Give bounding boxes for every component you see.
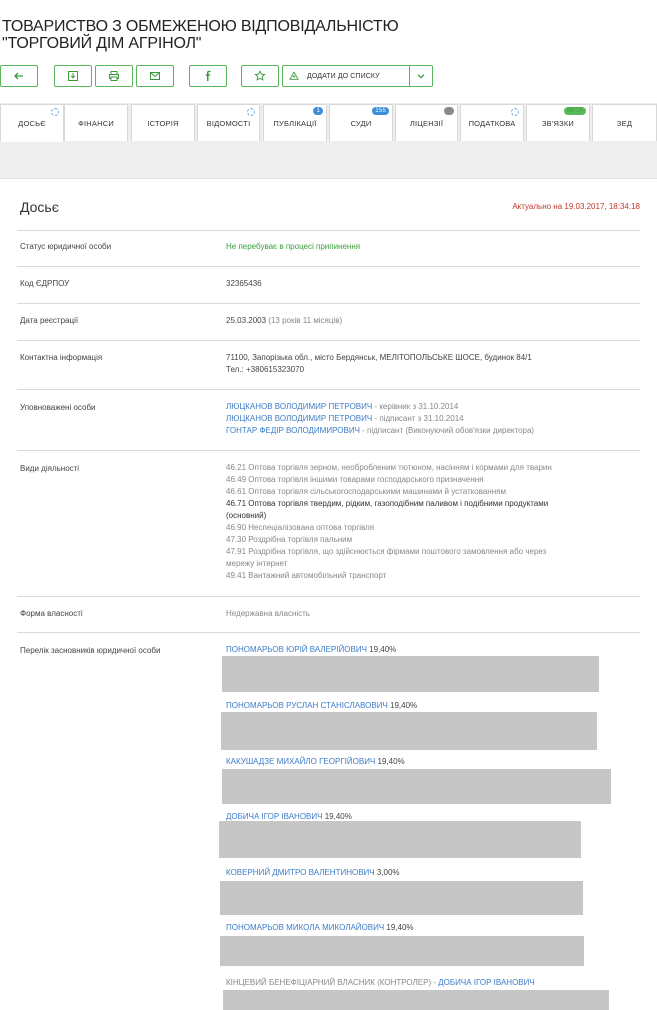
- email-button[interactable]: [136, 65, 174, 87]
- divider: [17, 450, 640, 451]
- tab-publications[interactable]: [263, 104, 327, 141]
- arrow-left-icon: [13, 70, 25, 82]
- authorized-person: [226, 413, 534, 425]
- add-to-list-label: ДОДАТИ ДО СПИСКУ: [307, 72, 380, 80]
- beta-badge: BETA: [564, 107, 586, 115]
- activities-label: Види діяльності: [20, 464, 80, 473]
- activity-code: 47.30: [226, 535, 247, 544]
- tab-label: ЗВ'ЯЗКИ: [541, 118, 575, 128]
- activity-text: Оптова торгівля твердим, рідким, газоподібним паливом і подібними продуктами: [248, 499, 549, 508]
- loading-icon: [511, 108, 519, 116]
- activity-item: [226, 522, 552, 534]
- activity-item: [226, 474, 552, 486]
- ownership-value: Недержавна власність: [226, 609, 310, 618]
- section-heading: Досьє: [20, 199, 59, 215]
- tab-label: ВІДОМОСТІ: [206, 118, 251, 128]
- registration-label: Дата реєстрації: [20, 316, 79, 325]
- divider: [17, 230, 640, 231]
- edrpou-label: Код ЄДРПОУ: [20, 279, 70, 288]
- founder-item: [226, 922, 414, 934]
- authorized-person: [226, 425, 534, 437]
- person-role: - керівник з 31.10.2014: [372, 402, 459, 411]
- add-to-list-dropdown[interactable]: [410, 65, 433, 87]
- founder-share: 19,40%: [387, 701, 418, 710]
- beneficiary-label: КІНЦЕВИЙ БЕНЕФІЦІАРНИЙ ВЛАСНИК (КОНТРОЛЕР) -: [226, 978, 439, 987]
- contact-value: [226, 352, 532, 376]
- tab-label: ЛІЦЕНЗІЇ: [409, 118, 444, 128]
- registration-date: 25.03.2003: [226, 316, 267, 325]
- tab-foreign-trade[interactable]: [592, 104, 657, 141]
- count-badge: 155: [372, 107, 389, 115]
- activity-item: [226, 486, 552, 498]
- tab-label: ІСТОРІЯ: [147, 118, 179, 128]
- founder-item: [226, 644, 396, 656]
- divider: [17, 303, 640, 304]
- activity-code: 46.61: [226, 487, 247, 496]
- activity-code: 46.90: [226, 523, 247, 532]
- redacted-block: [223, 990, 609, 1010]
- divider: [17, 266, 640, 267]
- founder-link[interactable]: ПОНОМАРЬОВ МИКОЛА МИКОЛАЙОВИЧ: [226, 923, 385, 932]
- person-link[interactable]: ЛЮЦКАНОВ ВОЛОДИМИР ПЕТРОВИЧ: [226, 414, 373, 423]
- tab-finances[interactable]: [64, 104, 128, 141]
- printer-icon: [108, 70, 120, 82]
- edrpou-value: 32365436: [226, 279, 262, 288]
- founder-share: 19,40%: [384, 923, 414, 932]
- divider: [17, 596, 640, 597]
- tab-dossier[interactable]: [0, 104, 64, 142]
- founder-link[interactable]: КАКУШАДЗЕ МИХАЙЛО ГЕОРГІЙОВИЧ: [226, 757, 376, 766]
- star-icon: [254, 70, 266, 82]
- founder-link[interactable]: ПОНОМАРЬОВ РУСЛАН СТАНІСЛАВОВИЧ: [226, 701, 388, 710]
- activity-text: Оптова торгівля зерном, необробленим тютюном, насінням і кормами для тварин: [248, 463, 552, 472]
- activity-item: [226, 462, 552, 474]
- tab-label: ПУБЛІКАЦІЇ: [273, 118, 317, 128]
- add-to-list-button[interactable]: [282, 65, 410, 87]
- status-value: Не перебуває в процесі припинення: [226, 242, 361, 251]
- person-link[interactable]: ГОНТАР ФЕДІР ВОЛОДИМИРОВИЧ: [226, 426, 360, 435]
- list-add-icon: [289, 71, 299, 81]
- count-badge: 0: [444, 107, 454, 115]
- authorized-label: Уповноважені особи: [20, 403, 96, 412]
- founder-item: [226, 756, 405, 768]
- founder-link[interactable]: ПОНОМАРЬОВ ЮРІЙ ВАЛЕРІЙОВИЧ: [226, 645, 367, 654]
- redacted-block: [221, 712, 597, 750]
- founder-share: 19,40%: [375, 757, 405, 766]
- contact-phone: Тел.: +380615323070: [226, 365, 305, 374]
- founder-share: 19,40%: [366, 645, 397, 654]
- founder-link[interactable]: ДОБИЧА ІГОР ІВАНОВИЧ: [226, 812, 323, 821]
- ownership-label: Форма власності: [20, 609, 83, 618]
- redacted-block: [222, 656, 599, 692]
- toolbar: [0, 65, 657, 89]
- tab-label: СУДИ: [350, 118, 372, 128]
- redacted-block: [220, 881, 583, 915]
- registration-age: (13 років 11 місяців): [268, 316, 343, 325]
- activity-item: [226, 570, 552, 582]
- tab-connections[interactable]: [526, 104, 590, 141]
- activity-text: Неспеціалізована оптова торгівля: [248, 523, 375, 532]
- print-button[interactable]: [95, 65, 133, 87]
- facebook-share-button[interactable]: [189, 65, 227, 87]
- beneficiary: [226, 977, 535, 989]
- contact-address: 71100, Запорізька обл., місто Бердянськ, МЕЛІТОПОЛЬСЬКЕ ШОСЕ, будинок 84/1: [226, 353, 532, 362]
- count-badge: 1: [313, 107, 323, 115]
- redacted-block: [220, 936, 584, 966]
- person-link[interactable]: ЛЮЦКАНОВ ВОЛОДИМИР ПЕТРОВИЧ: [226, 402, 373, 411]
- loading-icon: [51, 108, 59, 116]
- envelope-icon: [149, 70, 161, 82]
- chevron-down-icon: [416, 71, 426, 81]
- facebook-icon: [202, 70, 214, 82]
- tab-records[interactable]: [197, 104, 260, 141]
- activity-code: 46.71: [226, 499, 247, 508]
- divider: [17, 340, 640, 341]
- page-title: ТОВАРИСТВО З ОБМЕЖЕНОЮ ВІДПОВІДАЛЬНІСТЮ "ТОРГОВИЙ ДІМ АГРІНОЛ": [2, 18, 399, 52]
- divider: [17, 632, 640, 633]
- tab-label: ДОСЬЄ: [18, 119, 46, 128]
- person-role: - підписант (Виконуючий обов'язки директора): [359, 426, 535, 435]
- updated-timestamp: Актуально на 19.03.2017, 18:34:18: [512, 202, 640, 211]
- tab-label: ПОДАТКОВА: [468, 118, 516, 128]
- activity-main-marker: (основний): [226, 511, 267, 520]
- activity-code: 49.41: [226, 571, 247, 580]
- activities-list: [226, 462, 552, 582]
- tab-label: ЗЕД: [616, 118, 633, 128]
- founder-share: 3,00%: [374, 868, 400, 877]
- founder-link[interactable]: КОВЕРНИЙ ДМИТРО ВАЛЕНТИНОВИЧ: [226, 868, 375, 877]
- activity-text: Роздрібна торгівля, що здійснюється фірмами поштового замовлення або через: [248, 547, 547, 556]
- tab-licenses[interactable]: [395, 104, 458, 141]
- activity-code: 47.91: [226, 547, 247, 556]
- back-button[interactable]: [0, 65, 38, 87]
- activity-text: Оптова торгівля іншими товарами господарського призначення: [248, 475, 484, 484]
- contact-label: Контактна інформація: [20, 353, 103, 362]
- tab-courts[interactable]: [329, 104, 393, 141]
- authorized-person: [226, 401, 534, 413]
- activity-item-main: [226, 498, 552, 510]
- activity-item: [226, 546, 552, 558]
- founders-label: Перелік засновників юридичної особи: [20, 646, 161, 655]
- activity-item-cont: мережу інтернет: [226, 559, 288, 568]
- tab-history[interactable]: [131, 104, 195, 141]
- authorized-list: [226, 401, 534, 437]
- download-icon: [67, 70, 79, 82]
- registration-value: [226, 315, 342, 327]
- redacted-block: [222, 769, 611, 804]
- redacted-block: [219, 821, 581, 858]
- activity-item: [226, 534, 552, 546]
- activity-code: 46.49: [226, 475, 247, 484]
- activity-code: 46.21: [226, 463, 247, 472]
- activity-text: Роздрібна торгівля пальним: [248, 535, 353, 544]
- loading-icon: [247, 108, 255, 116]
- activity-text: Вантажний автомобільний транспорт: [248, 571, 387, 580]
- tab-label: ФІНАНСИ: [78, 118, 114, 128]
- download-button[interactable]: [54, 65, 92, 87]
- founder-item: [226, 867, 400, 879]
- status-label: Статус юридичної особи: [20, 242, 112, 251]
- favorite-button[interactable]: [241, 65, 279, 87]
- founder-share: 19,40%: [322, 812, 352, 821]
- tab-tax[interactable]: [460, 104, 524, 141]
- beneficiary-link[interactable]: ДОБИЧА ІГОР ІВАНОВИЧ: [438, 978, 535, 987]
- activity-text: Оптова торгівля сільськогосподарськими машинами й устаткованням: [248, 487, 506, 496]
- divider: [17, 389, 640, 390]
- founder-item: [226, 700, 417, 712]
- person-role: - підписант з 31.10.2014: [372, 414, 464, 423]
